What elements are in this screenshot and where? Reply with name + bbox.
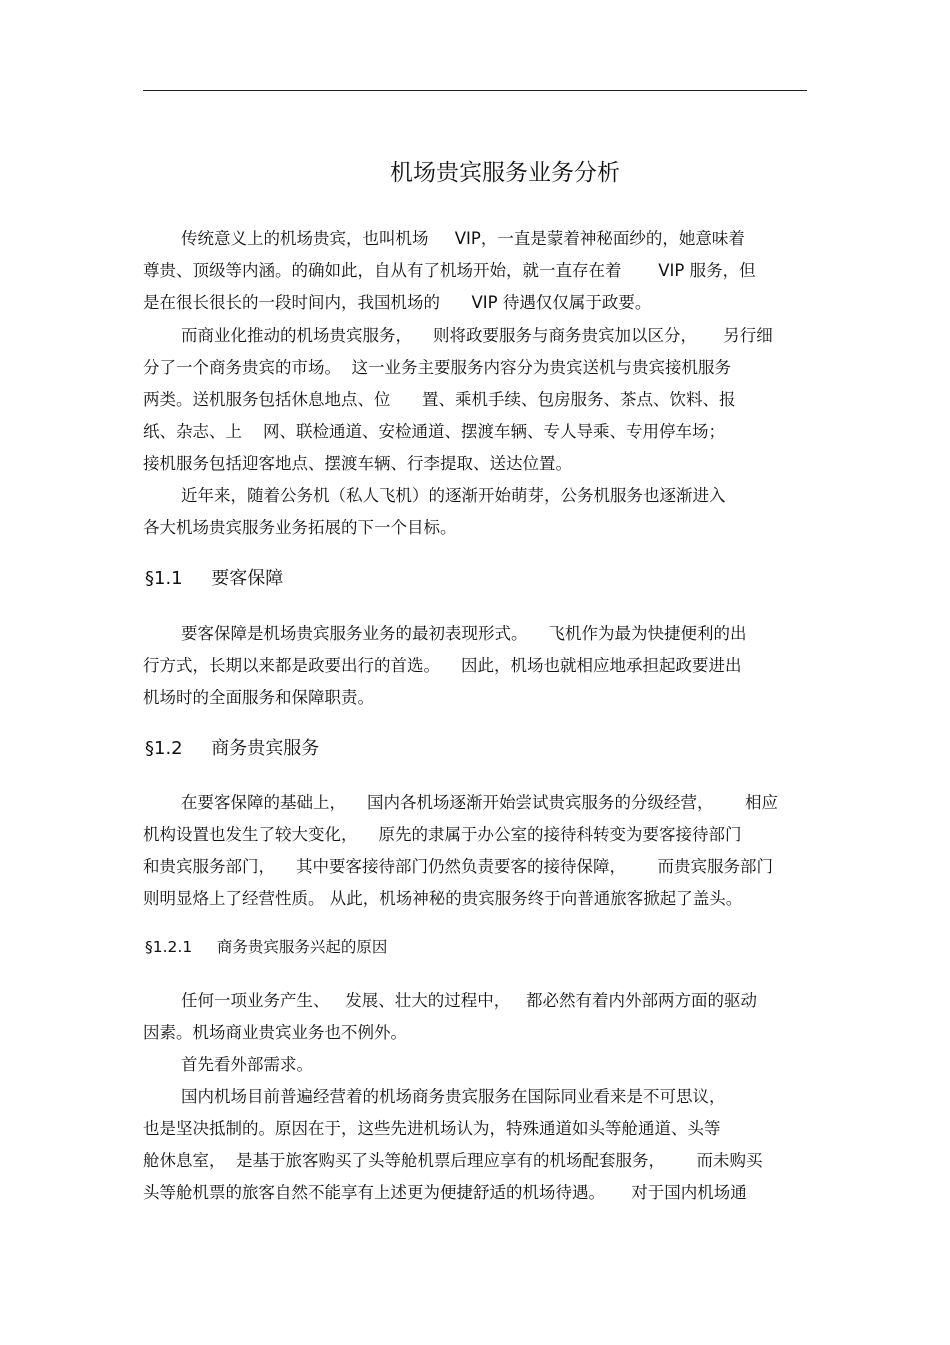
s121-p3-line-3: 舱休息室， 是基于旅客购买了头等舱机票后理应享有的机场配套服务， 而未购买 [143, 1151, 763, 1170]
intro-p1-line-3: 是在很长很长的一段时间内，我国机场的 VIP 待遇仅仅属于政要。 [143, 293, 652, 312]
s121-p1-line-1: 任何一项业务产生、 发展、壮大的过程中， 都必然有着内外部两方面的驱动 [181, 991, 757, 1010]
s11-p1-line-3: 机场时的全面服务和保障职责。 [143, 688, 374, 707]
intro-p3-line-1: 近年来，随着公务机（私人飞机）的逐渐开始萌芽，公务机服务也逐渐进入 [181, 486, 726, 505]
s121-p3-line-2: 也是坚决抵制的。原因在于，这些先进机场认为，特殊通道如头等舱通道、头等 [143, 1119, 721, 1138]
intro-p2-line-4: 纸、杂志、上 网、联检通道、安检通道、摆渡车辆、专人导乘、专用停车场； [143, 422, 725, 441]
s12-p1-line-2: 机构设置也发生了较大变化， 原先的隶属于办公室的接待科转变为要客接待部门 [143, 825, 742, 844]
s121-p1-line-2: 因素。机场商业贵宾业务也不例外。 [143, 1023, 407, 1042]
intro-p2-line-5: 接机服务包括迎客地点、摆渡车辆、行李提取、送达位置。 [143, 454, 572, 473]
section-1-2-heading: §1.2 商务贵宾服务 [145, 738, 320, 759]
s121-p2-line-1: 首先看外部需求。 [181, 1055, 313, 1074]
s121-p3-line-1: 国内机场目前普遍经营着的机场商务贵宾服务在国际同业看来是不可思议， [181, 1087, 726, 1106]
intro-p1-line-2: 尊贵、顶级等内涵。的确如此，自从有了机场开始，就一直存在着 VIP 服务，但 [143, 261, 756, 280]
s12-p1-line-1: 在要客保障的基础上， 国内各机场逐渐开始尝试贵宾服务的分级经营， 相应 [181, 793, 778, 812]
s12-p1-line-4: 则明显烙上了经营性质。 从此，机场神秘的贵宾服务终于向普通旅客掀起了盖头。 [143, 889, 743, 908]
s121-p3-line-4: 头等舱机票的旅客自然不能享有上述更为便捷舒适的机场待遇。 对于国内机场通 [143, 1183, 747, 1202]
intro-p3-line-2: 各大机场贵宾服务业务拓展的下一个目标。 [143, 518, 457, 537]
section-1-2-1-heading: §1.2.1 商务贵宾服务兴起的原因 [145, 938, 388, 956]
s12-p1-line-3: 和贵宾服务部门， 其中要客接待部门仍然负责要客的接待保障， 而贵宾服务部门 [143, 857, 773, 876]
header-rule [143, 90, 807, 91]
intro-p2-line-1: 而商业化推动的机场贵宾服务， 则将政要服务与商务贵宾加以区分， 另行细 [181, 326, 773, 345]
intro-p2-line-3: 两类。送机服务包括休息地点、位 置、乘机手续、包房服务、茶点、饮料、报 [143, 390, 736, 409]
intro-p2-line-2: 分了一个商务贵宾的市场。 这一业务主要服务内容分为贵宾送机与贵宾接机服务 [143, 358, 731, 377]
s11-p1-line-1: 要客保障是机场贵宾服务业务的最初表现形式。 飞机作为最为快捷便利的出 [181, 624, 747, 643]
section-1-1-heading: §1.1 要客保障 [145, 568, 284, 589]
s11-p1-line-2: 行方式，长期以来都是政要出行的首选。 因此，机场也就相应地承担起政要进出 [143, 656, 742, 675]
intro-p1-line-1: 传统意义上的机场贵宾，也叫机场 VIP，一直是蒙着神秘面纱的，她意味着 [181, 229, 745, 248]
document-title: 机场贵宾服务业务分析 [390, 160, 620, 186]
